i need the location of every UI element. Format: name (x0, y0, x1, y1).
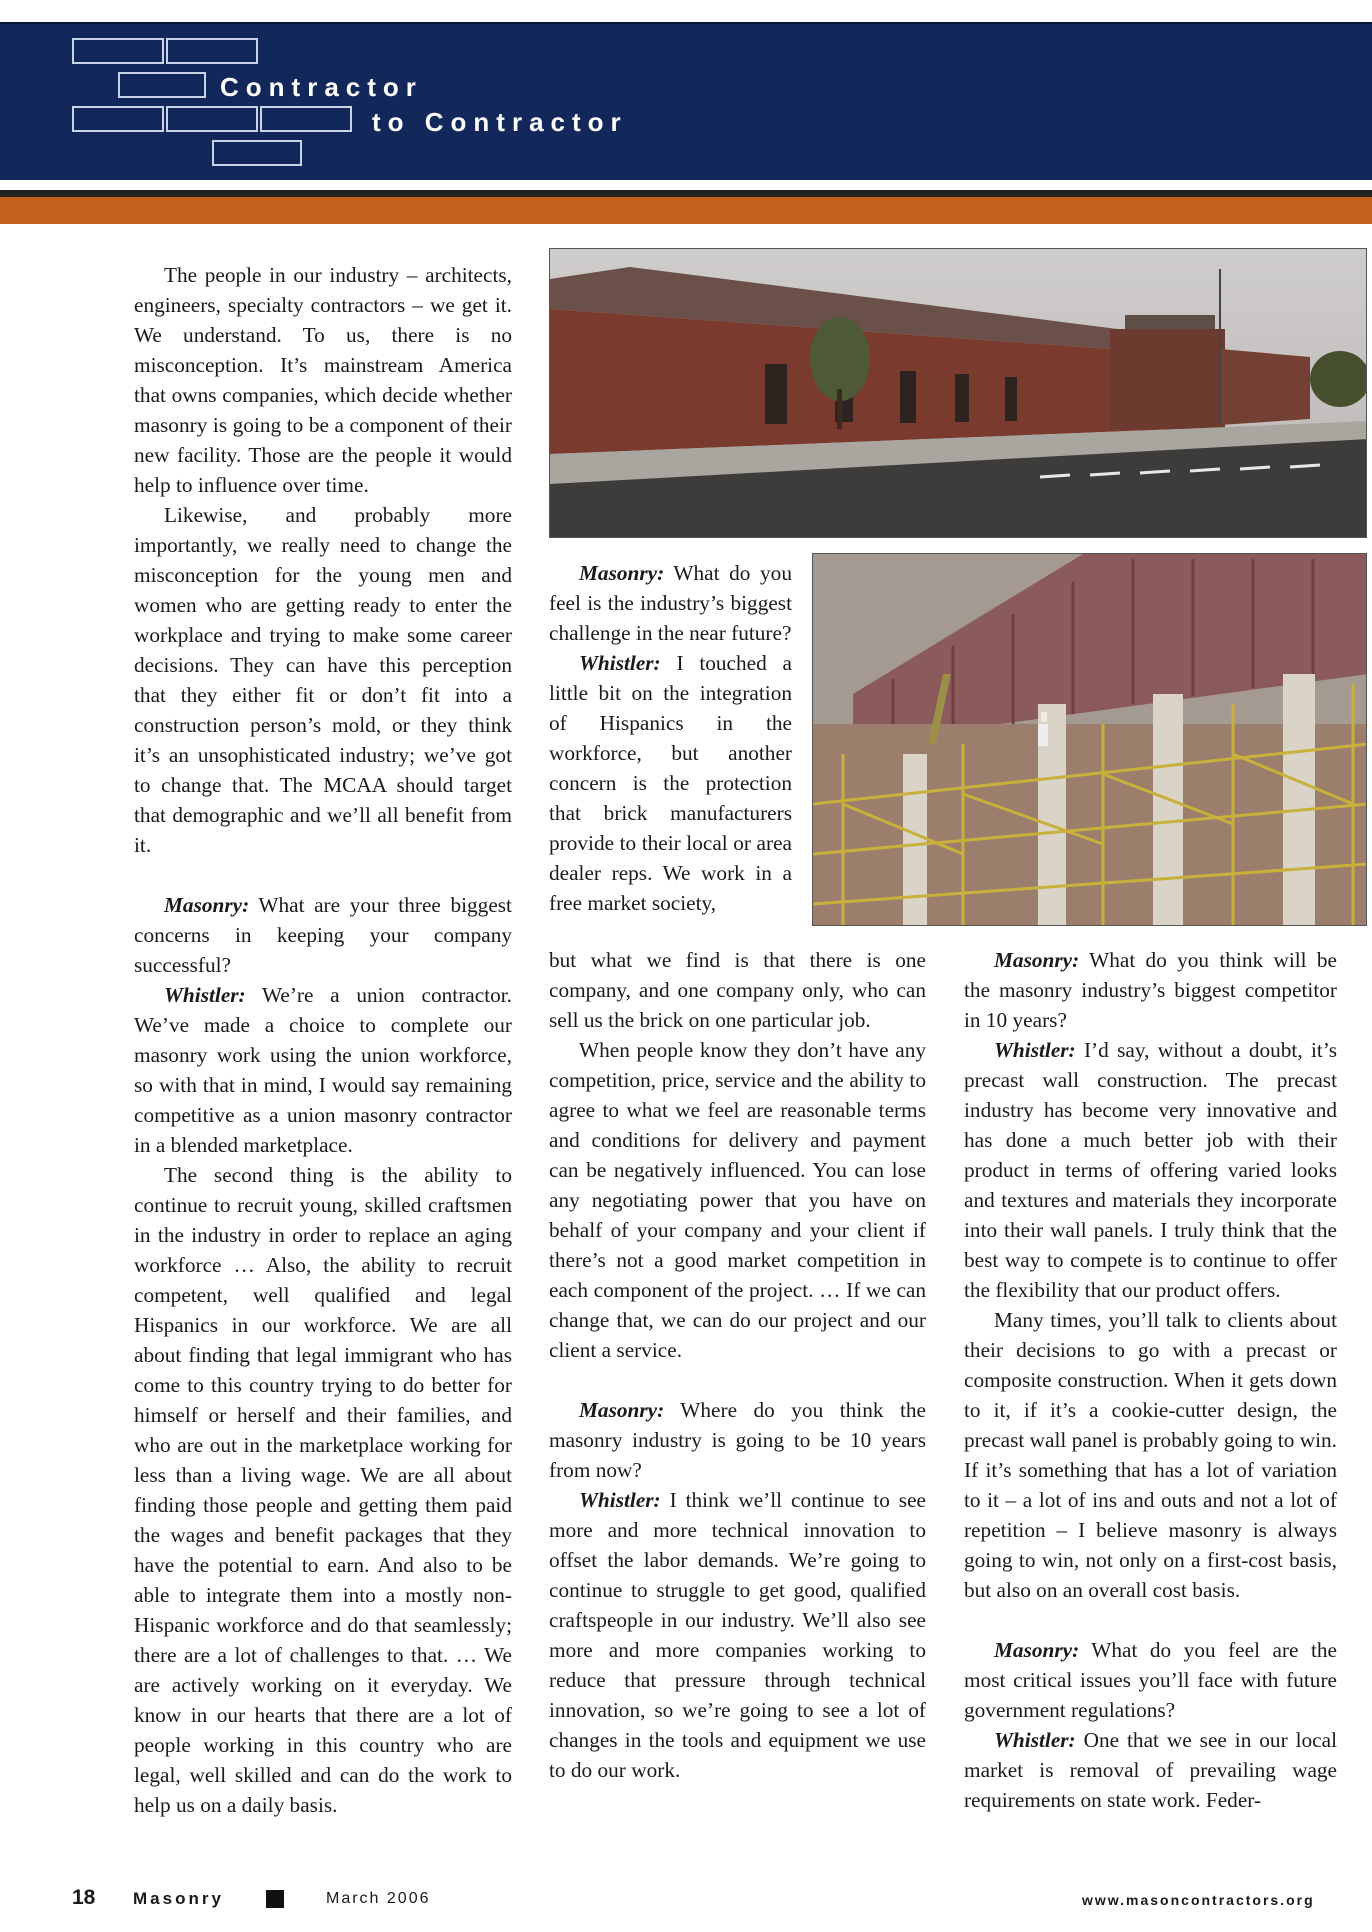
interview-paragraph (964, 945, 1337, 1035)
speaker-label: Masonry: (164, 893, 250, 917)
body-paragraph (134, 500, 512, 860)
paragraph-text: I think we’ll continue to see more and more technical innovation to offset the labor demands. We’re going to continue to struggle to get good, qualified craftspeople in our industry. We’ll also see more and more companies working to reduce that pressure through technical innovation, so we’re going to see a lot of changes in the tools and equipment we use to do our work. (549, 1488, 926, 1782)
speaker-label: Masonry: (579, 1398, 665, 1422)
building-exterior-image (550, 249, 1367, 538)
body-paragraph (964, 1305, 1337, 1605)
interview-paragraph (549, 1395, 926, 1485)
interview-paragraph (964, 1035, 1337, 1305)
building-exterior-photo (549, 248, 1367, 538)
article-column-2-top (549, 558, 792, 918)
paragraph-text: Likewise, and probably more importantly, we really need to change the misconception for the young men and women who are getting ready to enter the workplace and trying to make some career decisions. They can have this perception that they either fit or don’t fit into a construction person’s mold, or they think it’s an unsophisticated industry; we’ve got to change that. The MCAA should target that demographic and we’ll all benefit from it. (134, 503, 512, 857)
interview-paragraph (134, 890, 512, 980)
section-title-line1: Contractor (220, 72, 423, 102)
speaker-label: Masonry: (994, 1638, 1080, 1662)
paragraph-text: What do you feel are the most critical issues you’ll face with future government regulations? (964, 1638, 1337, 1722)
body-paragraph (134, 1160, 512, 1820)
interview-paragraph (964, 1635, 1337, 1725)
body-paragraph (549, 1035, 926, 1365)
paragraph-text: One that we see in our local market is removal of prevailing wage requirements on state work. Feder- (964, 1728, 1337, 1812)
footer-date: March 2006 (326, 1890, 431, 1907)
article-column-2 (549, 945, 926, 1785)
scaffolding-photo (812, 553, 1367, 926)
speaker-label: Masonry: (994, 948, 1080, 972)
article-column-3 (964, 945, 1337, 1815)
paragraph-text: I touched a little bit on the integration of Hispanics in the workforce, but another concern is the protection that brick manufacturers provide to their local or area dealer reps. We work in a free market society, (549, 651, 792, 915)
section-title-line2: to Contractor (372, 107, 628, 137)
speaker-label: Whistler: (164, 983, 246, 1007)
article-column-1 (134, 260, 512, 1820)
paragraph-text: The second thing is the ability to continue to recruit young, skilled craftsmen in the industry in order to replace an aging workforce … Also, the ability to recruit competent, well qualified and legal Hispanics in our workforce. We are all about finding that legal immigrant who has come to this country trying to do better for himself or herself and their families, and who are out in the marketplace working for less than a living wage. We are all about finding those people and getting them paid the wages and benefit packages that they have the potential to earn. And also to be able to integrate them into a mostly non-Hispanic workforce and do that seamlessly; there are a lot of challenges to that. … We are actively working on it everyday. We know in our hearts that there are a lot of people working in this country who are legal, well skilled and can do the work to help us on a daily basis. (134, 1163, 512, 1817)
paragraph-continuation: but what we find is that there is one company, and one company only, who can sell us the brick on one particular job. (549, 948, 926, 1032)
header-dark-line (0, 190, 1372, 197)
interview-paragraph (549, 558, 792, 648)
interview-paragraph (549, 1485, 926, 1785)
speaker-label: Whistler: (579, 1488, 661, 1512)
paragraph-text: The people in our industry – architects, engineers, specialty contractors – we get it. We understand. To us, there is no misconception. It’s mainstream America that owns companies, which decide whether masonry is going to be a component of their new facility. Those are the people it would help to influence over time. (134, 263, 512, 497)
speaker-label: Whistler: (994, 1038, 1076, 1062)
paragraph-text: Where do you think the masonry industry is going to be 10 years from now? (549, 1398, 926, 1482)
paragraph-text: What are your three biggest concerns in keeping your company successful? (134, 893, 512, 977)
footer-website: www.masoncontractors.org (1082, 1892, 1315, 1908)
interview-paragraph (964, 1725, 1337, 1815)
header-accent-band (0, 197, 1372, 224)
speaker-label: Masonry: (579, 561, 665, 585)
interview-paragraph (134, 980, 512, 1160)
paragraph-text: What do you feel is the industry’s biggest challenge in the near future? (549, 561, 792, 645)
footer-page-number: 18 (72, 1886, 96, 1909)
paragraph-text: When people know they don’t have any competition, price, service and the ability to agree to what we feel are reasonable terms and conditions for delivery and payment can be negatively influenced. You can lose any negotiating power that you have on behalf of your company and your client if there’s not a good market competition in each component of the project. … If we can change that, we can do our project and our client a service. (549, 1038, 926, 1362)
header-divider (0, 180, 1372, 190)
footer-magazine-name: Masonry (133, 1889, 224, 1908)
speaker-label: Whistler: (579, 651, 661, 675)
body-paragraph (134, 260, 512, 500)
paragraph-text: What do you think will be the masonry industry’s biggest competitor in 10 years? (964, 948, 1337, 1032)
paragraph-text: Many times, you’ll talk to clients about their decisions to go with a precast or composite construction. When it gets down to it, if it’s a cookie-cutter design, the precast wall panel is probably going to win. If it’s something that has a lot of variation to it – a lot of ins and outs and not a lot of repetition – I believe masonry is always going to win, not only on a first-cost basis, but also on an overall cost basis. (964, 1308, 1337, 1602)
scaffolding-image (813, 554, 1367, 926)
footer-square-icon (266, 1890, 284, 1908)
speaker-label: Whistler: (994, 1728, 1076, 1752)
paragraph-text: I’d say, without a doubt, it’s precast wall construction. The precast industry has become very innovative and has done a much better job with their product in terms of offering varied looks and textures and materials they incorporate into their wall panels. I truly think that the best way to compete is to continue to offer the flexibility that our product offers. (964, 1038, 1337, 1302)
paragraph-text: We’re a union contractor. We’ve made a choice to complete our masonry work using the union workforce, so with that in mind, I would say remaining competitive as a union masonry contractor in a blended marketplace. (134, 983, 512, 1157)
interview-paragraph (549, 648, 792, 918)
